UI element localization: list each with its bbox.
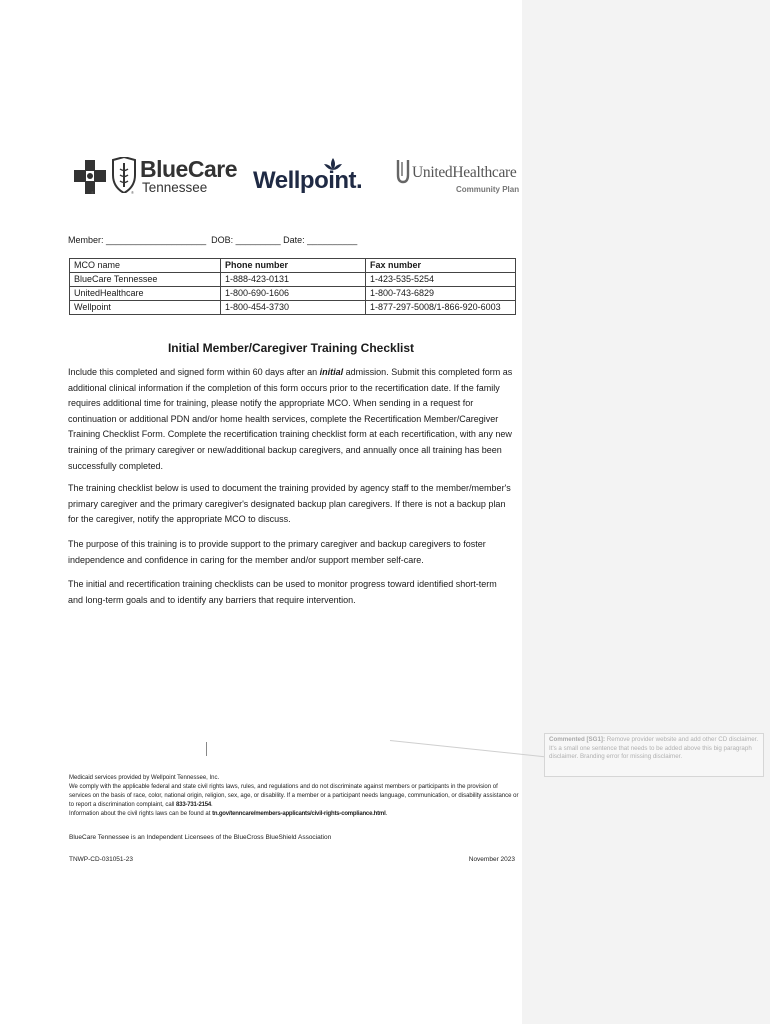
paragraph-text: admission. Submit this completed form as additional clinical information if the completion of this form occurs prior to the recertification date. If the family requires additional time for training, please notify the appropriate MCO. When sending in a request for continuation or additional PDN and/or home health services, complete the Recertification Member/Caregiver Training Checklist Form. Complete the recertification training checklist form at each recertification, with any new training of the primary caregiver or new/additional backup caregivers, and annually once all training has been successfully completed. [68,367,513,471]
form-id: TNWP-CD-031051-23 [69,856,133,863]
document-title: Initial Member/Caregiver Training Checklist [167,341,415,355]
comments-margin-pane [522,0,770,1024]
table-row [70,273,516,287]
footer-civil-rights-text: We comply with the applicable federal and state civil rights laws, rules, and regulations and do not discriminate against members or participants in the provision of services on the basis of race, color, national origin, religion, sex, age, or disability. If a member or a participant needs language, communication, or disability assistance or to report a discrimination complaint, call [69,784,519,808]
comment-author: Commented [SG1]: [549,736,606,743]
footer-licensee: BlueCare Tennessee is an Independent Licensees of the BlueCross BlueShield Association [69,834,332,841]
table-header-row [70,259,516,273]
monitoring-paragraph: The initial and recertification training checklists can be used to monitor progress toward identified short-term and long-term goals and to identify any barriers that require intervention. [68,579,497,605]
blueshield-icon [111,157,137,193]
table-cell: 1-800-454-3730 [221,301,366,315]
table-row [70,301,516,315]
text-cursor[interactable] [206,742,207,756]
table-cell: 1-877-297-5008/1-866-920-6003 [366,301,516,315]
uhc-logo-text: UnitedHealthcare [412,164,517,181]
footer-disclaimer [69,774,519,819]
paragraph-text: Include this completed and signed form within 60 days after an [68,367,320,377]
header-mco-name: MCO name [70,259,221,273]
instruction-paragraph [68,365,514,474]
bluecare-logo-title: BlueCare [140,156,237,182]
footer-phone[interactable]: 833-731-2154 [176,802,212,808]
mco-contact-table [69,258,516,315]
checklist-purpose-paragraph: The training checklist below is used to document the training provided by agency staff to the member/member's primary caregiver and the primary caregiver's designated backup plan caregivers. If there is not a backup plan for the caregiver, notify the appropriate MCO to discuss. [68,483,511,525]
footer-id-row [69,855,519,864]
table-cell: 1-888-423-0131 [221,273,366,287]
footer-provider-line: Medicaid services provided by Wellpoint Tennessee, Inc. [69,775,220,781]
emphasis-initial: initial [319,367,344,377]
review-comment[interactable] [544,733,764,777]
table-cell: 1-423-535-5254 [366,273,516,287]
registered-mark: ® [91,190,94,195]
table-cell: UnitedHealthcare [70,287,221,301]
table-cell: 1-800-743-6829 [366,287,516,301]
footer-link[interactable]: tn.gov/tenncare/members-applicants/civil-rights-compliance.html [212,811,386,817]
unitedhealthcare-u-icon [396,158,410,184]
table-row [70,287,516,301]
header-phone-number: Phone number [221,259,366,273]
member-dob-date-line: Member: ____________________ DOB: _________ Date: __________ [68,235,358,245]
footer-info-line: Information about the civil rights laws can be found at tn.gov/tenncare/members-applicants/civil-rights-compliance.html. [69,811,388,817]
table-cell: 1-800-690-1606 [221,287,366,301]
training-purpose-paragraph: The purpose of this training is to provide support to the primary caregiver and backup caregivers to foster independence and confidence in caring for the member and/or support member self-care. [68,539,486,565]
table-cell: BlueCare Tennessee [70,273,221,287]
comment-text: Remove provider website and add other CD disclaimer. It's a small one sentence that needs to be added above this big paragraph disclaimer. Branding error for missing disclaimer. [549,736,759,761]
form-date: November 2023 [468,856,515,863]
uhc-logo-subtitle: Community Plan [456,185,520,194]
bluecare-logo-subtitle: Tennessee [142,180,208,195]
bluecross-cross-icon [74,160,106,194]
wellpoint-logo-text: Wellpoint. [253,167,363,194]
footer-info-text: Information about the civil rights laws can be found at [69,811,213,817]
registered-mark: ® [131,190,134,195]
footer-civil-rights: We comply with the applicable federal and state civil rights laws, rules, and regulations and do not discriminate against members or participants in the provision of services on the basis of race, color, national origin, religion, sex, age, or disability. If a member or a participant needs language, communication, or disability assistance or to report a discrimination complaint, call 833-731-2154. [69,784,519,808]
header-fax-number: Fax number [366,259,516,273]
table-cell: Wellpoint [70,301,221,315]
